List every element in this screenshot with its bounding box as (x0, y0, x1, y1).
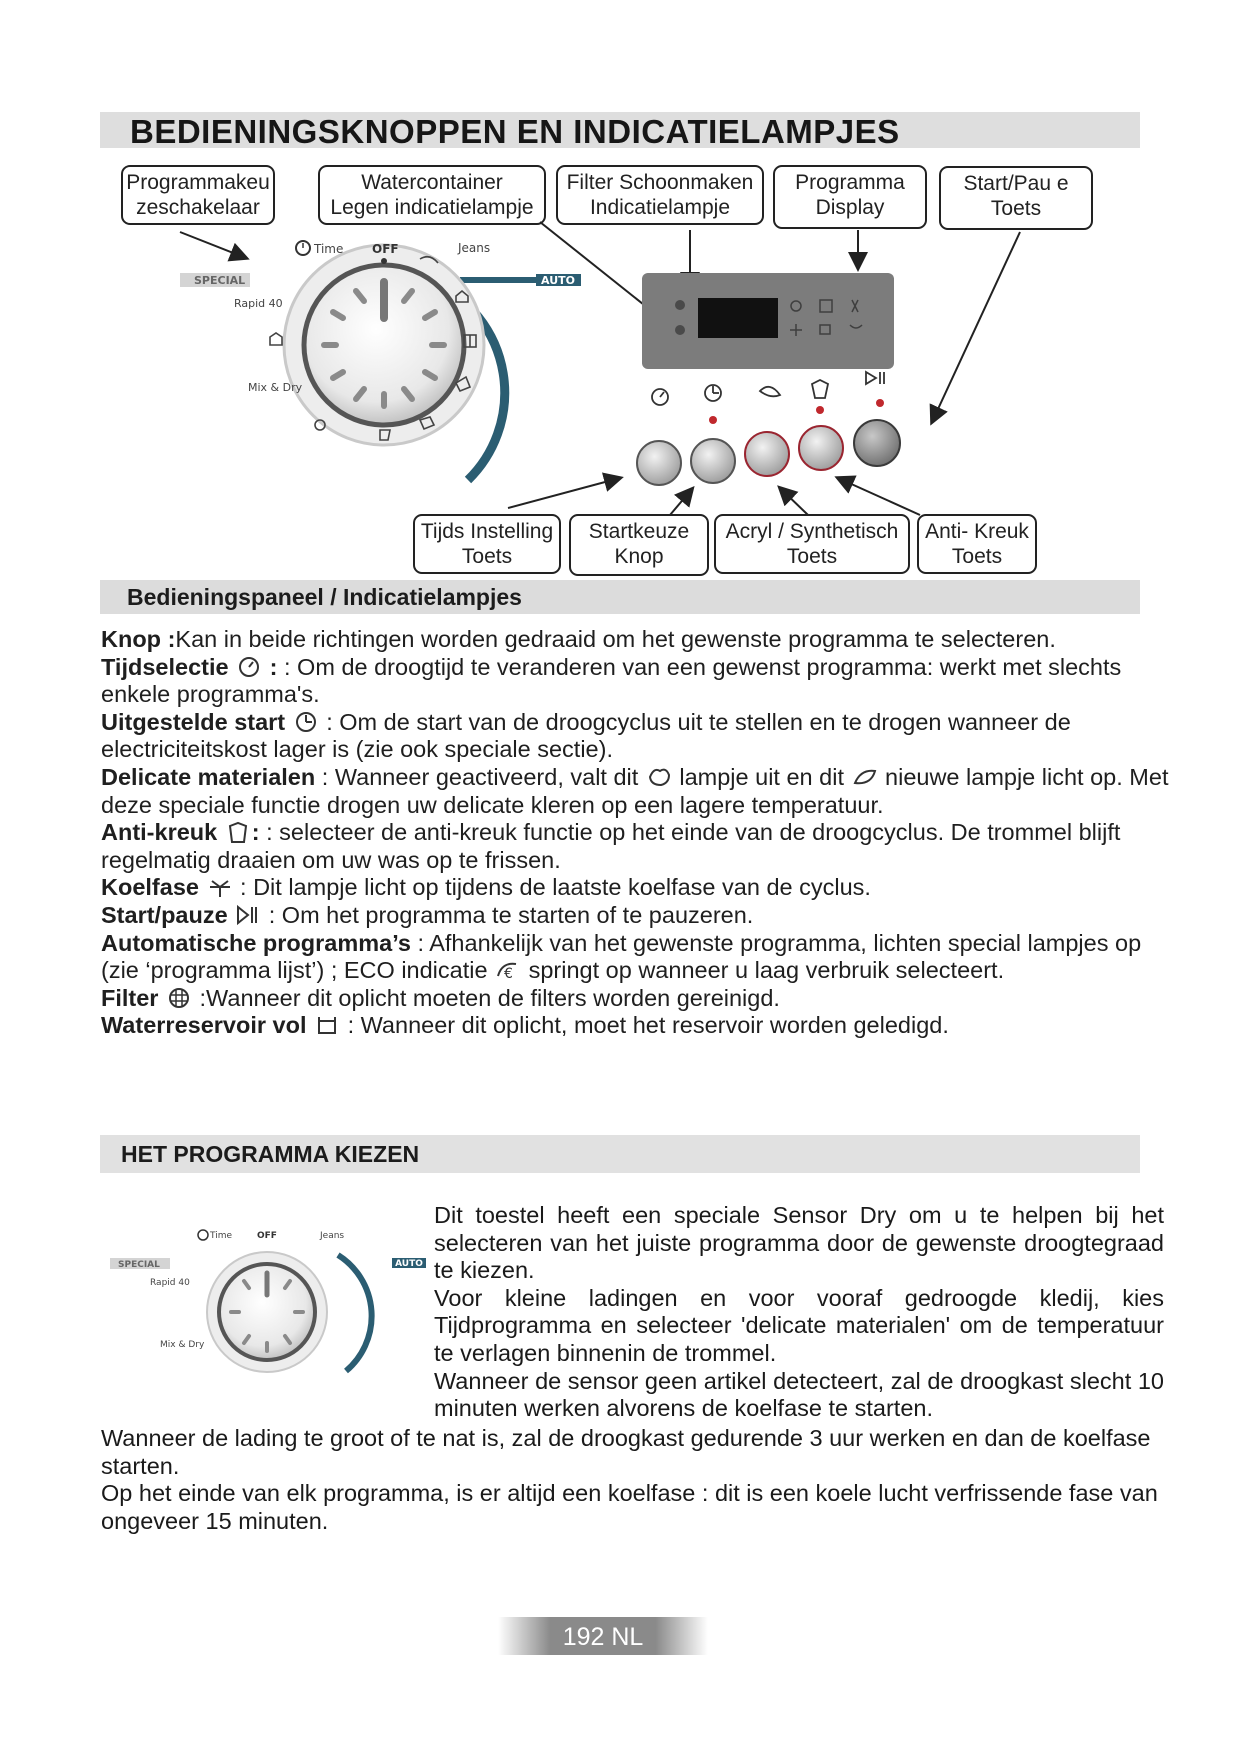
led-start (876, 399, 884, 407)
callout-line: zeschakelaar (136, 196, 260, 219)
description-list (101, 626, 1181, 1040)
callout-line: Programmakeu (126, 171, 270, 194)
startkeuze-button[interactable] (691, 439, 735, 483)
filter-led (675, 325, 685, 335)
led-delay (709, 416, 717, 424)
desc-filter (101, 985, 1181, 1013)
leaf-icon (760, 387, 780, 397)
jeans-label-small: Jeans (320, 1231, 345, 1241)
rapid-label-small: Rapid 40 (150, 1278, 190, 1288)
section-header-title: BEDIENINGSKNOPPEN EN INDICATIELAMPJES (130, 113, 900, 150)
programma-text-continued (101, 1425, 1181, 1535)
arrow-antikreuk (838, 478, 920, 515)
timer-icon (235, 655, 263, 679)
clock-icon-small (198, 1230, 208, 1240)
callout-startkeuze (569, 514, 709, 576)
programma-paragraph: Dit toestel heeft een speciale Sensor Dry om u te helpen bij het selecteren van het juiste programma door de gewenste droogtegraad te kiezen. (434, 1202, 1164, 1284)
fan-icon (206, 875, 234, 899)
auto-label: AUTO (541, 274, 575, 287)
off-label-small: OFF (257, 1231, 277, 1241)
off-dot (381, 258, 387, 264)
programma-paragraph: Voor kleine ladingen en voor vooraf gedroogde kledij, kies Tijdprogramma en selecteer 'delicate materialen' om de temperatuur te verlagen binnenin de trommel. (434, 1284, 1164, 1366)
arrow-acryl (780, 488, 808, 515)
desc-uitgesteld (101, 709, 1181, 764)
desc-text: : Wanneer dit oplicht, moet het reservoir worden geledigd. (347, 1012, 949, 1039)
after-paragraph: Op het einde van elk programma, is er altijd een koelfase : dit is een koele lucht verfrissende fase van ongeveer 15 minuten. (101, 1480, 1158, 1534)
programma-paragraph: Wanneer de sensor geen artikel detecteert, zal de droogkast slecht 10 minuten werken alvorens de koelfase te starten. (434, 1367, 1164, 1422)
acryl-button[interactable] (745, 432, 789, 476)
desc-antikreuk: Anti-kreuk : : selecteer de anti-kreuk functie op het einde van de droogcyclus. De trommel blijft regelmatig draaien om uw was op te frissen. (101, 819, 1121, 873)
delay-icon (292, 710, 320, 734)
auto-arc-small (338, 1255, 372, 1371)
antikreuk-button[interactable] (799, 426, 843, 470)
arrow-tijdsinstelling (508, 478, 620, 508)
callout-line: Acryl / Synthetisch (725, 520, 899, 543)
callout-acryl (714, 514, 910, 574)
callout-antikreuk (917, 514, 1037, 574)
desc-tijd: Tijdselectie : : Om de droogtijd te veranderen van een gewenst programma: werkt met slechts enkele programma's. (101, 653, 1122, 708)
programma-text (434, 1202, 1164, 1423)
callout-line: Anti- Kreuk (925, 520, 1029, 543)
desc-water (101, 1012, 1181, 1040)
callout-line: Filter Schoonmaken (566, 171, 754, 194)
desc-label: Koelfase (101, 874, 199, 901)
callout-line: Legen indicatielampje (330, 196, 534, 219)
desc-start (101, 902, 1181, 930)
desc-text: : Dit lampje licht op tijdens de laatste koelfase van de cyclus. (240, 874, 871, 901)
callout-line: Toets (990, 197, 1042, 220)
desc-text: : Om de start van de droogcyclus uit te stellen en te drogen wanneer de electriciteitskost lager is (zie ook speciale sectie). (101, 708, 1071, 763)
rapid-label: Rapid 40 (234, 297, 283, 310)
antikreuk-icon (224, 820, 252, 844)
callout-line: Tijds Instelling (420, 520, 554, 543)
desc-label: Start/pauze (101, 901, 228, 928)
special-label-small: SPECIAL (118, 1260, 160, 1270)
play-pause-icon (234, 903, 262, 927)
special-label: SPECIAL (194, 274, 246, 287)
desc-koel (101, 874, 1181, 902)
desc-label: Tijdselectie (101, 653, 229, 680)
time-label: Time (314, 242, 344, 256)
clock-icon (296, 241, 310, 255)
auto-label-small: AUTO (395, 1259, 423, 1269)
svg-text:€: € (504, 966, 513, 983)
normal-temp-icon (645, 765, 673, 789)
page-number: 192 NL (562, 1623, 644, 1651)
callout-line: Toets (951, 545, 1003, 568)
desc-text: :Wanneer dit oplicht moeten de filters worden gereinigd. (199, 984, 780, 1011)
callout-line: Programma (795, 171, 905, 194)
callout-line: Toets (461, 545, 513, 568)
desc-text: Kan in beide richtingen worden gedraaid om het gewenste programma te selecteren. (175, 626, 1056, 652)
time-label-small: Time (210, 1231, 233, 1241)
callout-line: Display (815, 196, 885, 219)
led-antikreuk (816, 406, 824, 414)
leaf-icon (851, 765, 879, 789)
desc-label: Filter (101, 984, 159, 1011)
callout-line: Start/Pau e (963, 172, 1069, 195)
callout-line: Watercontainer (361, 171, 503, 194)
desc-text: : Om de droogtijd te veranderen van een gewenst programma: werkt met slechts enkele programma's. (101, 653, 1122, 708)
desc-text: lampje uit en dit (679, 763, 844, 790)
arrow-startpauze (932, 232, 1020, 422)
play-pause-icon (866, 372, 876, 384)
desc-delicaat (101, 764, 1181, 819)
desc-knop (101, 626, 1181, 654)
desc-label: Delicate materialen (101, 763, 316, 790)
desc-label: Waterreservoir vol (101, 1012, 307, 1039)
arrow-programmakeuze (180, 232, 246, 258)
desc-label: Knop : (101, 626, 176, 652)
dial-illustration-small (0, 1195, 430, 1425)
tijd-button[interactable] (637, 441, 681, 485)
off-label: OFF (372, 242, 399, 256)
start-button[interactable] (854, 420, 900, 466)
water-tank-icon (313, 1013, 341, 1037)
desc-label: Uitgestelde start (101, 708, 286, 735)
desc-text: : Om het programma te starten of te pauzeren. (268, 901, 754, 928)
button-icon-row (652, 372, 884, 405)
callout-tijdsinstelling (413, 514, 561, 574)
desc-text: : selecteer de anti-kreuk functie op het einde van de droogcyclus. De trommel blijft regelmatig draaien om uw was op te frissen. (101, 819, 1121, 873)
water-led (675, 300, 685, 310)
after-paragraph: Wanneer de lading te groot of te nat is, zal de droogkast gedurende 3 uur werken en dan de koelfase starten. (101, 1425, 1151, 1479)
arrow-startkeuze (670, 489, 692, 515)
desc-text: : Wanneer geactiveerd, valt dit (321, 763, 639, 790)
display-screen (698, 298, 778, 338)
panel-header-title: Bedieningspaneel / Indicatielampjes (127, 584, 522, 610)
desc-label: Automatische programma’s (101, 929, 411, 956)
desc-text: : Afhankelijk van het gewenste programma, lichten special lampjes op (zie ‘programma lijst’) ; ECO indicatie (101, 929, 1142, 984)
desc-text: springt op wanneer u laag verbruik selecteert. (528, 957, 1005, 984)
jeans-label: Jeans (458, 241, 491, 255)
callout-line: Startkeuze (588, 520, 690, 543)
mixdry-label: Mix & Dry (248, 381, 303, 394)
section-header-panel (100, 580, 1140, 614)
antikreuk-icon (812, 380, 828, 398)
desc-auto (101, 930, 1181, 985)
desc-text: nieuwe lampje licht op. Met deze speciale functie drogen uw delicate kleren op een lagere temperatuur. (101, 763, 1169, 818)
callout-line: Toets (786, 545, 838, 568)
callout-line: Knop (614, 545, 664, 568)
mixdry-label-small: Mix & Dry (160, 1340, 205, 1350)
eco-icon (494, 958, 522, 982)
shirt-icon (270, 333, 282, 345)
page-footer (498, 1617, 708, 1655)
callout-line: Indicatielampje (589, 196, 731, 219)
filter-icon (165, 986, 193, 1010)
desc-label: Anti-kreuk (101, 819, 218, 846)
programma-header-title: HET PROGRAMMA KIEZEN (121, 1141, 420, 1167)
section-header-programma (100, 1135, 1140, 1173)
